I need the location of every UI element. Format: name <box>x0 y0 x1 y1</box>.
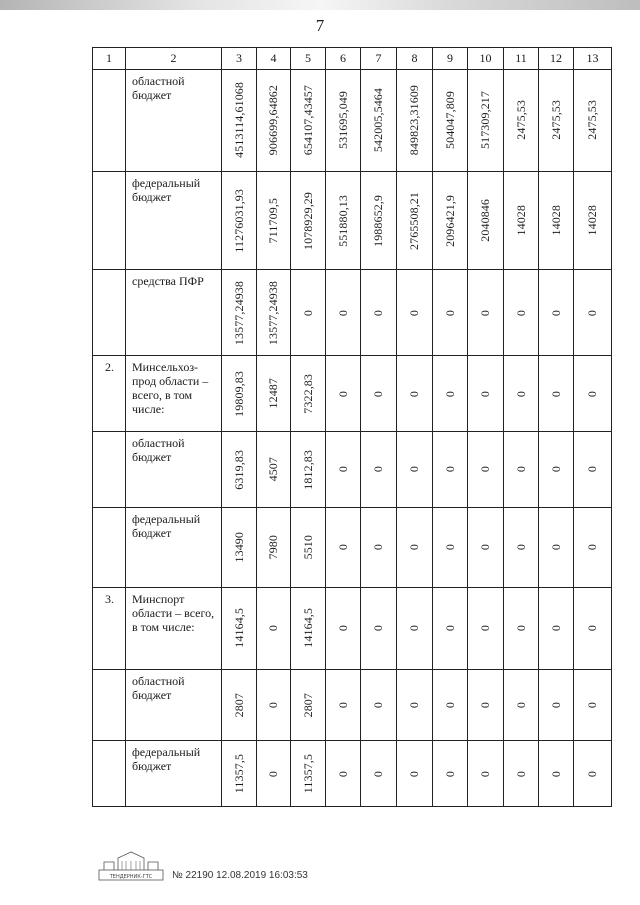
value-text: 2096421,9 <box>442 194 457 247</box>
value-text: 2807 <box>231 692 246 718</box>
value-text: 0 <box>442 466 457 473</box>
value-cell <box>574 587 612 669</box>
value-cell <box>291 432 326 508</box>
budget-table <box>92 47 612 807</box>
row-number <box>93 432 126 508</box>
value-cell <box>257 356 291 432</box>
value-cell <box>361 356 397 432</box>
value-text: 0 <box>442 544 457 551</box>
value-cell <box>326 432 361 508</box>
value-cell <box>257 587 291 669</box>
table-row <box>93 270 612 356</box>
header-cell: 4 <box>257 48 291 70</box>
value-text: 0 <box>442 701 457 709</box>
value-cell <box>257 432 291 508</box>
value-text: 14028 <box>513 205 528 236</box>
value-cell <box>361 507 397 587</box>
value-cell <box>291 507 326 587</box>
value-cell <box>433 669 468 741</box>
value-text: 0 <box>548 701 563 709</box>
document-registration: № 22190 12.08.2019 16:03:53 <box>172 870 308 881</box>
table-row <box>93 356 612 432</box>
value-cell <box>222 356 257 432</box>
value-text: 0 <box>335 466 350 473</box>
value-text: 11357,5 <box>231 754 246 794</box>
value-text: 0 <box>442 625 457 632</box>
row-label: областной бюджет <box>126 669 222 741</box>
value-text: 2807 <box>300 692 315 718</box>
value-text: 0 <box>407 390 421 397</box>
value-text: 0 <box>371 701 385 709</box>
value-text: 0 <box>478 390 492 397</box>
value-cell <box>291 669 326 741</box>
value-cell <box>504 432 539 508</box>
value-cell <box>397 171 433 269</box>
value-cell <box>257 507 291 587</box>
value-text: 14028 <box>548 205 563 236</box>
table-row <box>93 507 612 587</box>
value-text: 6319,83 <box>231 449 246 490</box>
value-cell <box>222 69 257 171</box>
value-text: 0 <box>585 701 599 709</box>
value-text: 0 <box>585 544 599 551</box>
value-text: 7322,83 <box>300 373 315 414</box>
value-cell <box>539 270 574 356</box>
value-text: 4507 <box>266 457 280 482</box>
value-cell <box>257 171 291 269</box>
value-text: 0 <box>513 544 528 551</box>
value-cell <box>222 669 257 741</box>
value-text: 0 <box>300 309 315 316</box>
value-cell <box>397 741 433 807</box>
value-text: 11276031,93 <box>231 188 246 253</box>
value-cell <box>326 171 361 269</box>
value-cell <box>468 741 504 807</box>
value-text: 0 <box>585 390 599 397</box>
value-cell <box>539 171 574 269</box>
value-text: 11357,5 <box>300 754 315 794</box>
row-number <box>93 669 126 741</box>
value-cell <box>397 587 433 669</box>
row-number: 3. <box>93 587 126 669</box>
value-cell <box>361 432 397 508</box>
value-text: 0 <box>335 701 350 709</box>
value-cell <box>468 171 504 269</box>
value-cell <box>326 270 361 356</box>
value-text: 0 <box>407 544 421 551</box>
value-cell <box>433 507 468 587</box>
value-text: 0 <box>513 770 528 777</box>
value-cell <box>468 356 504 432</box>
value-text: 0 <box>371 309 385 316</box>
value-text: 0 <box>407 701 421 709</box>
row-label: областной бюджет <box>126 432 222 508</box>
page-number: 7 <box>315 16 325 35</box>
value-cell <box>468 270 504 356</box>
row-number <box>93 270 126 356</box>
value-cell <box>539 587 574 669</box>
row-label: федеральный бюджет <box>126 507 222 587</box>
value-cell <box>433 587 468 669</box>
value-text: 0 <box>371 466 385 473</box>
value-text: 0 <box>407 309 421 316</box>
value-text: 0 <box>335 390 350 397</box>
value-text: 0 <box>548 770 563 777</box>
value-cell <box>326 587 361 669</box>
row-label: Минсельхоз-прод области – всего, в том числе: <box>126 356 222 432</box>
value-text: 0 <box>335 625 350 632</box>
value-text: 0 <box>513 466 528 473</box>
value-text: 0 <box>548 309 563 316</box>
value-text: 2040846 <box>478 199 492 242</box>
header-cell: 6 <box>326 48 361 70</box>
table-row <box>93 69 612 171</box>
value-cell <box>397 270 433 356</box>
value-cell <box>397 432 433 508</box>
value-text: 0 <box>335 309 350 316</box>
header-cell: 2 <box>126 48 222 70</box>
value-cell <box>361 270 397 356</box>
value-text: 0 <box>335 544 350 551</box>
value-cell <box>433 69 468 171</box>
value-text: 551880,13 <box>335 194 350 247</box>
value-text: 0 <box>585 309 599 316</box>
row-number <box>93 507 126 587</box>
row-label: средства ПФР <box>126 270 222 356</box>
value-cell <box>468 69 504 171</box>
value-cell <box>433 741 468 807</box>
value-text: 0 <box>548 544 563 551</box>
value-text: 0 <box>513 309 528 316</box>
table-row <box>93 432 612 508</box>
value-cell <box>326 507 361 587</box>
value-cell <box>433 171 468 269</box>
value-text: 0 <box>407 625 421 632</box>
value-cell <box>574 507 612 587</box>
value-cell <box>361 741 397 807</box>
value-text: 0 <box>478 309 492 316</box>
value-text: 14164,5 <box>300 608 315 649</box>
value-text: 19809,83 <box>231 370 246 417</box>
value-text: 0 <box>478 701 492 709</box>
value-cell <box>468 507 504 587</box>
value-text: 14028 <box>585 205 599 236</box>
value-cell <box>326 69 361 171</box>
value-text: 7980 <box>266 535 280 560</box>
row-label: областной бюджет <box>126 69 222 171</box>
value-cell <box>504 69 539 171</box>
value-text: 0 <box>266 770 280 777</box>
value-text: 504047,809 <box>442 91 457 150</box>
header-cell: 7 <box>361 48 397 70</box>
value-cell <box>539 356 574 432</box>
value-cell <box>291 69 326 171</box>
value-cell <box>504 669 539 741</box>
value-cell <box>539 69 574 171</box>
value-text: 0 <box>371 390 385 397</box>
value-cell <box>361 669 397 741</box>
value-text: 0 <box>548 466 563 473</box>
value-cell <box>504 587 539 669</box>
value-text: 517309,217 <box>478 91 492 150</box>
value-text: 2765508,21 <box>407 191 421 250</box>
value-cell <box>222 507 257 587</box>
value-text: 0 <box>442 770 457 777</box>
value-text: 13577,24938 <box>231 280 246 345</box>
value-cell <box>257 669 291 741</box>
value-text: 0 <box>407 770 421 777</box>
value-cell <box>291 587 326 669</box>
value-cell <box>361 587 397 669</box>
value-text: 0 <box>407 466 421 473</box>
scan-edge <box>0 0 640 10</box>
value-cell <box>504 171 539 269</box>
row-number: 2. <box>93 356 126 432</box>
value-text: 0 <box>548 390 563 397</box>
value-cell <box>574 669 612 741</box>
value-text: 0 <box>478 770 492 777</box>
emblem-stamp <box>98 850 164 884</box>
value-text: 0 <box>513 701 528 709</box>
value-cell <box>539 507 574 587</box>
value-text: 0 <box>371 625 385 632</box>
value-cell <box>433 270 468 356</box>
value-cell <box>504 741 539 807</box>
value-cell <box>574 741 612 807</box>
value-cell <box>291 356 326 432</box>
value-text: 14164,5 <box>231 608 246 649</box>
value-cell <box>397 356 433 432</box>
value-cell <box>257 270 291 356</box>
value-text: 0 <box>478 544 492 551</box>
value-text: 0 <box>478 625 492 632</box>
header-cell: 3 <box>222 48 257 70</box>
row-label: федеральный бюджет <box>126 171 222 269</box>
value-text: 849823,31609 <box>407 85 421 156</box>
stamp-caption: ТЕНДЕРНИК-ГТС <box>109 874 153 880</box>
value-cell <box>468 669 504 741</box>
value-text: 0 <box>371 544 385 551</box>
value-text: 1078929,29 <box>300 191 315 250</box>
table-row <box>93 669 612 741</box>
value-cell <box>397 507 433 587</box>
value-cell <box>574 69 612 171</box>
row-label: Минспорт области – всего, в том числе: <box>126 587 222 669</box>
value-text: 0 <box>513 390 528 397</box>
header-cell: 1 <box>93 48 126 70</box>
value-text: 13490 <box>231 532 246 563</box>
value-text: 0 <box>371 770 385 777</box>
value-cell <box>504 356 539 432</box>
value-text: 1812,83 <box>300 449 315 490</box>
row-number <box>93 741 126 807</box>
value-cell <box>222 171 257 269</box>
value-text: 12487 <box>266 378 280 409</box>
value-text: 0 <box>585 466 599 473</box>
value-cell <box>574 432 612 508</box>
value-text: 0 <box>478 466 492 473</box>
value-text: 906699,64862 <box>266 85 280 156</box>
value-cell <box>222 741 257 807</box>
value-text: 2475,53 <box>548 100 563 141</box>
table-row <box>93 587 612 669</box>
value-text: 0 <box>513 625 528 632</box>
value-text: 0 <box>442 390 457 397</box>
header-cell: 12 <box>539 48 574 70</box>
value-cell <box>257 741 291 807</box>
value-cell <box>539 669 574 741</box>
value-text: 0 <box>548 625 563 632</box>
header-cell: 8 <box>397 48 433 70</box>
value-cell <box>504 270 539 356</box>
value-cell <box>504 507 539 587</box>
value-cell <box>326 741 361 807</box>
header-cell: 5 <box>291 48 326 70</box>
value-cell <box>326 356 361 432</box>
value-text: 0 <box>585 625 599 632</box>
header-cell: 9 <box>433 48 468 70</box>
value-text: 4513114,61068 <box>231 82 246 159</box>
header-cell: 11 <box>504 48 539 70</box>
value-text: 1988652,9 <box>371 194 385 247</box>
value-cell <box>574 270 612 356</box>
header-cell: 13 <box>574 48 612 70</box>
value-cell <box>291 270 326 356</box>
value-text: 2475,53 <box>585 100 599 141</box>
value-cell <box>222 270 257 356</box>
row-label: федеральный бюджет <box>126 741 222 807</box>
value-cell <box>468 587 504 669</box>
value-text: 0 <box>335 770 350 777</box>
table-row <box>93 171 612 269</box>
row-number <box>93 171 126 269</box>
value-text: 2475,53 <box>513 100 528 141</box>
value-cell <box>433 356 468 432</box>
header-cell: 10 <box>468 48 504 70</box>
value-cell <box>326 669 361 741</box>
value-cell <box>291 741 326 807</box>
value-cell <box>539 741 574 807</box>
value-cell <box>257 69 291 171</box>
value-text: 711709,5 <box>266 197 280 244</box>
value-cell <box>361 69 397 171</box>
row-number <box>93 69 126 171</box>
value-text: 5510 <box>300 535 315 560</box>
value-cell <box>433 432 468 508</box>
value-text: 542005,5464 <box>371 88 385 153</box>
value-cell <box>291 171 326 269</box>
header-row <box>93 48 612 70</box>
value-cell <box>397 669 433 741</box>
value-text: 0 <box>585 770 599 777</box>
value-cell <box>361 171 397 269</box>
value-text: 13577,24938 <box>266 280 280 345</box>
value-cell <box>539 432 574 508</box>
value-cell <box>222 432 257 508</box>
value-cell <box>574 356 612 432</box>
value-cell <box>574 171 612 269</box>
value-text: 531695,049 <box>335 91 350 150</box>
value-text: 0 <box>442 309 457 316</box>
value-text: 0 <box>266 701 280 709</box>
value-cell <box>222 587 257 669</box>
value-text: 0 <box>266 625 280 632</box>
value-cell <box>468 432 504 508</box>
value-cell <box>397 69 433 171</box>
value-text: 654107,43457 <box>300 85 315 156</box>
table-row <box>93 741 612 807</box>
